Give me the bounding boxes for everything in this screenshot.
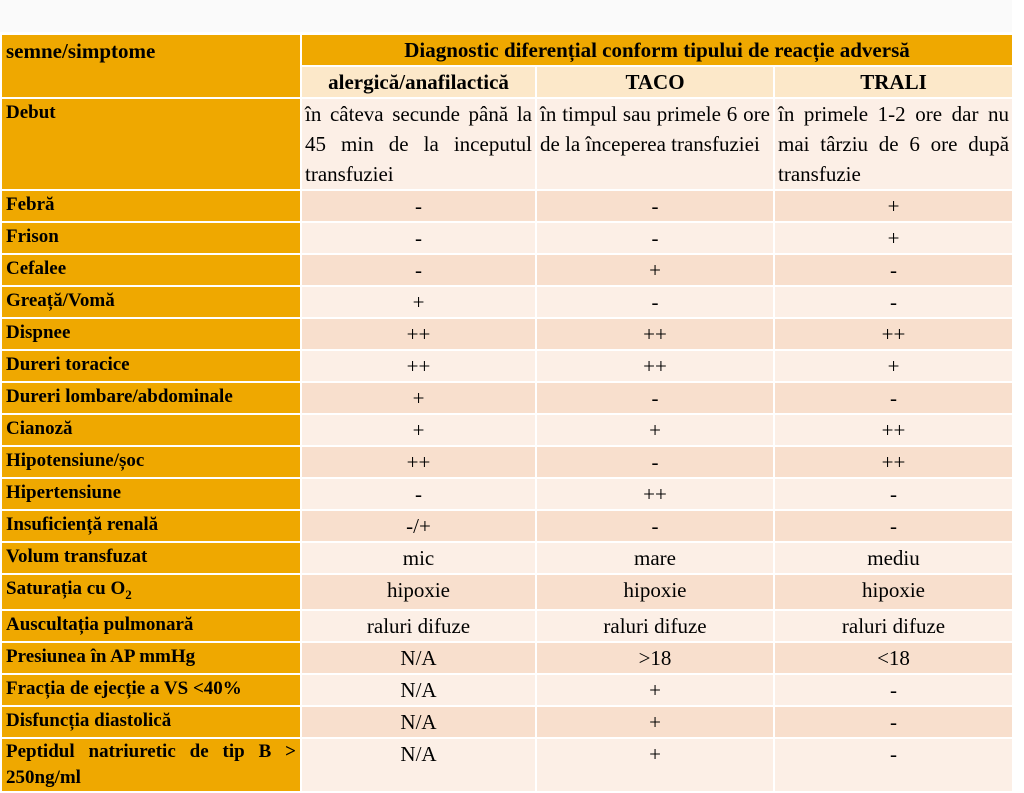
table-row xyxy=(1,190,1013,222)
value-cell: + xyxy=(774,222,1013,254)
value-cell: - xyxy=(301,478,536,510)
row-label-text: Cefalee xyxy=(6,258,67,279)
col-header-alergica: alergică/anafilactică xyxy=(301,66,536,98)
value-cell: - xyxy=(536,190,774,222)
row-label xyxy=(1,286,301,318)
corner-header: semne/simptome xyxy=(1,34,301,98)
row-label xyxy=(1,706,301,738)
value-cell: + xyxy=(536,706,774,738)
slide-top-strip xyxy=(0,0,1024,32)
table-row xyxy=(1,642,1013,674)
value-cell: - xyxy=(536,510,774,542)
table-row xyxy=(1,318,1013,350)
value-cell: + xyxy=(536,254,774,286)
table-row xyxy=(1,738,1013,792)
debut-cell: în câteva secunde până la 45 min de la inceputul transfuziei xyxy=(301,98,536,190)
row-label xyxy=(1,414,301,446)
debut-row xyxy=(1,98,1013,190)
value-cell: ++ xyxy=(301,446,536,478)
table-row xyxy=(1,254,1013,286)
value-cell: ++ xyxy=(774,318,1013,350)
value-cell: raluri difuze xyxy=(774,610,1013,642)
main-title: Diagnostic diferențial conform tipului de reacție adversă xyxy=(301,34,1013,66)
row-label-text: Cianoză xyxy=(6,418,73,439)
value-cell: N/A xyxy=(301,642,536,674)
col-header-trali: TRALI xyxy=(774,66,1013,98)
value-cell: mediu xyxy=(774,542,1013,574)
table-row xyxy=(1,286,1013,318)
row-label-text: Insuficiență renală xyxy=(6,514,159,535)
row-label xyxy=(1,318,301,350)
row-label-text: Peptidul natriuretic de tip B > 250ng/ml xyxy=(6,740,296,788)
row-label-text: Disfuncția diastolică xyxy=(6,709,172,731)
row-label xyxy=(1,510,301,542)
row-label xyxy=(1,574,301,610)
table-row xyxy=(1,510,1013,542)
value-cell: + xyxy=(536,674,774,706)
row-label-text: Fracția de ejecție a VS <40% xyxy=(6,677,242,699)
value-cell: - xyxy=(774,286,1013,318)
table-row xyxy=(1,446,1013,478)
table-row xyxy=(1,222,1013,254)
value-cell: hipoxie xyxy=(536,574,774,610)
value-cell: - xyxy=(536,382,774,414)
value-cell: - xyxy=(774,254,1013,286)
row-label-text: Febră xyxy=(6,194,55,215)
row-label-text: Greață/Vomă xyxy=(6,290,115,311)
value-cell: - xyxy=(536,446,774,478)
value-cell: ++ xyxy=(536,318,774,350)
row-label-text: Hipertensiune xyxy=(6,482,122,503)
row-label xyxy=(1,542,301,574)
row-label xyxy=(1,610,301,642)
value-cell: + xyxy=(301,414,536,446)
table-row xyxy=(1,574,1013,610)
value-cell: >18 xyxy=(536,642,774,674)
table-row xyxy=(1,674,1013,706)
value-cell: + xyxy=(536,414,774,446)
header-row xyxy=(1,34,1013,66)
value-cell: + xyxy=(301,286,536,318)
row-label xyxy=(1,222,301,254)
table-row xyxy=(1,382,1013,414)
row-label-text: Saturația cu O xyxy=(6,578,126,599)
value-cell: ++ xyxy=(774,446,1013,478)
value-cell: raluri difuze xyxy=(301,610,536,642)
row-label-text: Auscultația pulmonară xyxy=(6,613,194,635)
value-cell: + xyxy=(774,350,1013,382)
value-cell: <18 xyxy=(774,642,1013,674)
table-row xyxy=(1,706,1013,738)
value-cell: - xyxy=(536,286,774,318)
value-cell: hipoxie xyxy=(774,574,1013,610)
row-label: Debut xyxy=(1,98,301,190)
value-cell: ++ xyxy=(301,350,536,382)
row-label-text: Dispnee xyxy=(6,322,71,343)
value-cell: - xyxy=(774,382,1013,414)
row-label xyxy=(1,190,301,222)
table-row xyxy=(1,542,1013,574)
value-cell: - xyxy=(774,706,1013,738)
value-cell: ++ xyxy=(536,478,774,510)
differential-diagnosis-table xyxy=(0,33,1014,793)
value-cell: -/+ xyxy=(301,510,536,542)
debut-cell: în primele 1-2 ore dar nu mai târziu de 6 ore după transfuzie xyxy=(774,98,1013,190)
value-cell: - xyxy=(301,190,536,222)
row-label xyxy=(1,446,301,478)
value-cell: - xyxy=(536,222,774,254)
value-cell: ++ xyxy=(536,350,774,382)
value-cell: N/A xyxy=(301,706,536,738)
value-cell: - xyxy=(301,222,536,254)
row-label xyxy=(1,478,301,510)
value-cell: + xyxy=(774,190,1013,222)
table-body xyxy=(1,34,1013,792)
row-label-text: Hipotensiune/șoc xyxy=(6,450,145,471)
debut-cell: în timpul sau primele 6 ore de la începerea transfuziei xyxy=(536,98,774,190)
value-cell: raluri difuze xyxy=(536,610,774,642)
row-label-text: Dureri lombare/abdominale xyxy=(6,386,233,407)
row-label-text: Presiunea în AP mmHg xyxy=(6,645,196,667)
row-label-text: Volum transfuzat xyxy=(6,546,148,567)
row-label xyxy=(1,254,301,286)
row-label xyxy=(1,674,301,706)
row-label-text: Frison xyxy=(6,226,59,247)
table-row xyxy=(1,478,1013,510)
value-cell: hipoxie xyxy=(301,574,536,610)
value-cell: ++ xyxy=(774,414,1013,446)
value-cell: N/A xyxy=(301,674,536,706)
row-label xyxy=(1,382,301,414)
subscript: 2 xyxy=(125,586,132,602)
value-cell: - xyxy=(774,510,1013,542)
value-cell: + xyxy=(536,738,774,792)
col-header-taco: TACO xyxy=(536,66,774,98)
value-cell: - xyxy=(774,738,1013,792)
row-label xyxy=(1,738,301,792)
row-label xyxy=(1,642,301,674)
value-cell: + xyxy=(301,382,536,414)
table-row xyxy=(1,414,1013,446)
row-label xyxy=(1,350,301,382)
table-row xyxy=(1,350,1013,382)
table-row xyxy=(1,610,1013,642)
value-cell: mic xyxy=(301,542,536,574)
value-cell: ++ xyxy=(301,318,536,350)
value-cell: - xyxy=(301,254,536,286)
value-cell: mare xyxy=(536,542,774,574)
value-cell: N/A xyxy=(301,738,536,792)
value-cell: - xyxy=(774,674,1013,706)
value-cell: - xyxy=(774,478,1013,510)
row-label-text: Dureri toracice xyxy=(6,354,130,375)
